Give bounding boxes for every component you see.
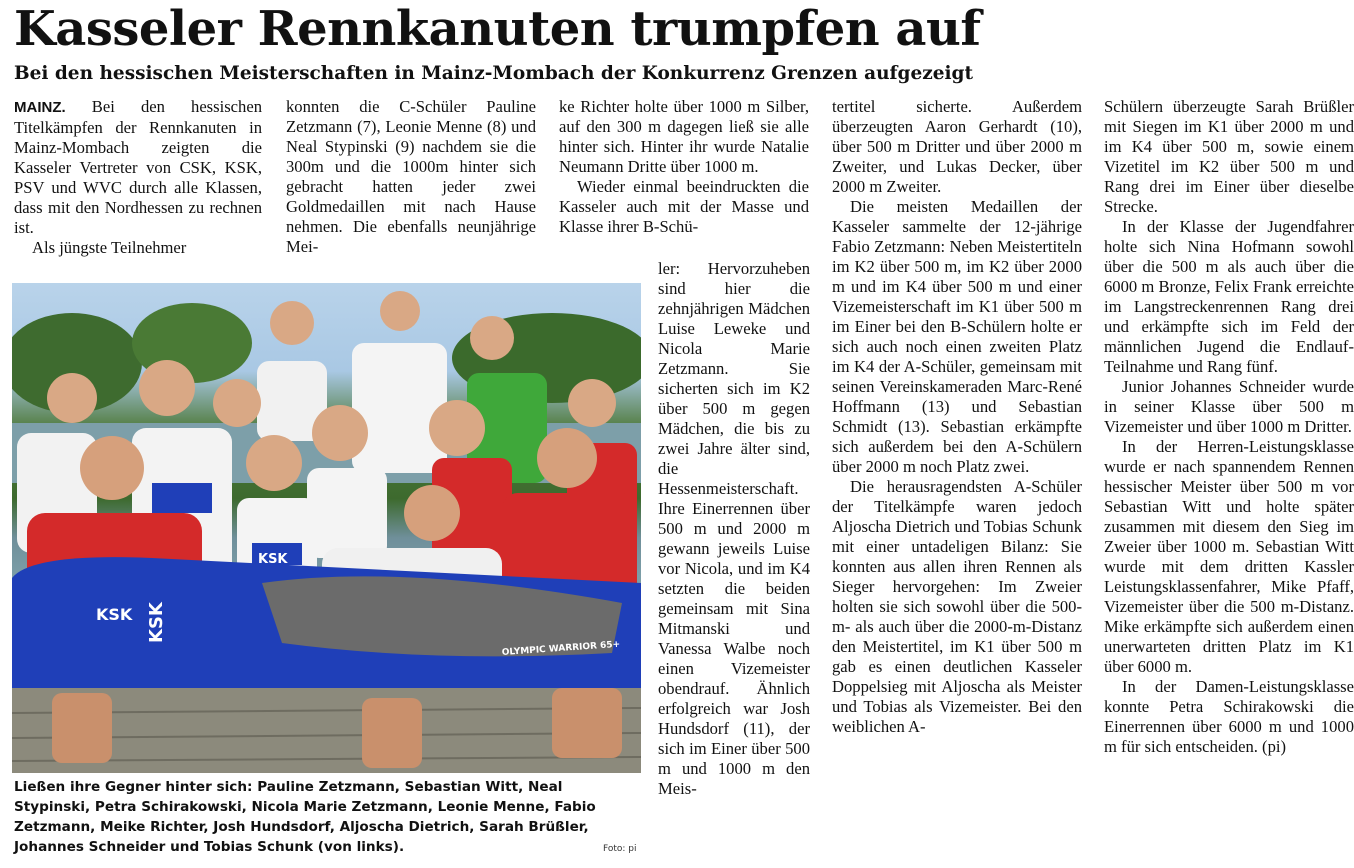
- paragraph: In der Klasse der Jugendfahrer holte sich Nina Hofmann sowohl über die 500 m als auch über die 6000 m Bronze, Felix Frank erreichte im Langstreckenrennen Rang drei und erkämpfte sich im Feld der männlichen Jugend die Endlauf-Teilnahme und Rang fünf.: [1104, 217, 1354, 376]
- shirt-label: KSK: [258, 552, 288, 567]
- article-column-4: [832, 97, 1082, 737]
- paragraph: Junior Johannes Schneider wurde in seiner Klasse über 500 m Vizemeister und über 1000 m Dritter.: [1104, 377, 1354, 436]
- subheadline: Bei den hessischen Meisterschaften in Mainz-Mombach der Konkurrenz Grenzen aufgezeigt: [14, 63, 974, 84]
- paragraph: Die meisten Medaillen der Kasseler sammelte der 12-jährige Fabio Zetzmann: Neben Meistertiteln im K2 über 500 m, im K2 über 2000 m und im K4 über 500 m und einer Vizemeisterschaft im K1 über 500 m im Einer bei den B-Schülern holte er sich auch noch einen zweiten Platz im K4 der A-Schüler, gemeinsam mit seinen Vereinskameraden Marc-René Hoffmann (13) und Sebastian Schmidt (13). Sebastian erkämpfte sich außerdem bei den A-Schülern über 2000 m noch Platz zwei.: [832, 197, 1082, 476]
- paragraph: Schülern überzeugte Sarah Brüßler mit Siegen im K1 über 2000 m und im K4 über 500 m, sowie einem Vizetitel im K2 über 500 m und Rang drei im Einer über dieselbe Strecke.: [1104, 97, 1354, 216]
- paragraph: ke Richter holte über 1000 m Silber, auf den 300 m dagegen ließ sie alle hinter sich. Hinter ihr wurde Natalie Neumann Dritte über 1000 m.: [559, 97, 809, 176]
- photo-credit: Foto: pi: [603, 844, 637, 854]
- dateline: MAINZ.: [14, 99, 66, 116]
- article-column-3-narrow: [658, 259, 810, 799]
- paragraph: tertitel sicherte. Außerdem überzeugten Aaron Gerhardt (10), über 500 m Dritter und über 2000 m Zweiter, und Lukas Decker, über 2000 m Zweiter.: [832, 97, 1082, 196]
- paragraph: Als jüngste Teilnehmer: [32, 238, 187, 257]
- paragraph: Wieder einmal beeindruckten die Kasseler auch mit der Masse und Klasse ihrer B-Schü-: [559, 177, 809, 236]
- paragraph: Die herausragendsten A-Schüler der Titelkämpfe waren jedoch Aljoscha Dietrich und Tobias Schunk mit einer untadeligen Bilanz: Sie konnten aus allen ihren Rennen als Sieger hervorgehen: Im Zweier holten sie sich sowohl über die 500-m- als auch über die 2000-m-Distanz den Meistertitel, im K1 über 500 m gab es einen deutlichen Kasseler Doppelsieg mit Aljoscha als Meister und Tobias als Vizemeister. Bei den weiblichen A-: [832, 477, 1082, 736]
- photo-caption: Ließen ihre Gegner hinter sich: Pauline Zetzmann, Sebastian Witt, Neal Stypinski, Petra Schirakowski, Nicola Marie Zetzmann, Leonie Menne, Fabio Zetzmann, Meike Richter, Josh Hundsdorf, Aljoscha Dietrich, Sarah Brüßler, Johannes Schneider und Tobias Schunk (von links).: [14, 779, 596, 855]
- paragraph: konnten die C-Schüler Pauline Zetzmann (7), Leonie Menne (8) und Neal Stypinski (9) nachdem sie die 300m und die 1000m hinter sich gebracht hatten jeder zwei Goldmedaillen mit nach Hause nehmen. Die ebenfalls neunjährige Mei-: [286, 97, 536, 256]
- boat-label: KSK: [146, 602, 167, 643]
- team-photo-illustration: [12, 283, 641, 773]
- paragraph: [14, 97, 262, 238]
- article-column-3: [559, 97, 809, 237]
- paragraph-text: Bei den hessischen Titelkämpfen der Rennkanuten in Mainz-Mombach zeigten die Kasseler Vertreter von CSK, KSK, PSV und WVC durch alle Klassen, dass mit den Nordhessen zu rechnen ist.: [14, 97, 262, 237]
- kayak-side-label: KSK: [96, 605, 133, 624]
- boat-model-label: OLYMPIC WARRIOR 65+: [501, 639, 621, 658]
- article-column-1: [14, 97, 262, 258]
- headline: Kasseler Rennkanuten trumpfen auf: [14, 1, 981, 57]
- article-column-2: [286, 97, 536, 257]
- paragraph: ler: Hervorzuheben sind hier die zehnjährigen Mädchen Luise Leweke und Nicola Marie Zetzmann. Sie sicherten sich im K2 über 500 m gegen Mädchen, die bis zu zwei Jahre älter sind, die Hessenmeisterschaft. Ihre Einerrennen über 500 m und 2000 m gewann jeweils Luise vor Nicola, und im K4 setzten die beiden gemeinsam mit Sina Mitmanski und Vanessa Walbe noch einen Vizemeister obendrauf. Ähnlich erfolgreich war Josh Hundsdorf (11), der sich im Einer über 500 m und 1000 m den Meis-: [658, 259, 810, 798]
- team-photo: [12, 283, 641, 773]
- paragraph: In der Herren-Leistungsklasse wurde er nach spannendem Rennen hessischer Meister über 500 m vor Sebastian Witt und holte später zusammen mit diesem den Sieg im Zweier über 1000 m. Sebastian Witt wurde mit dem dritten Kassler Leistungsklassenfahrer, Mike Pfaff, Vizemeister über die 500 m-Distanz. Mike erkämpfte sich außerdem einen unerwarteten dritten Platz im K1 über 6000 m.: [1104, 437, 1354, 676]
- article-column-5: [1104, 97, 1354, 757]
- paragraph: In der Damen-Leistungsklasse konnte Petra Schirakowski die Einerrennen über 6000 m und 1000 m für sich entscheiden. (pi): [1104, 677, 1354, 756]
